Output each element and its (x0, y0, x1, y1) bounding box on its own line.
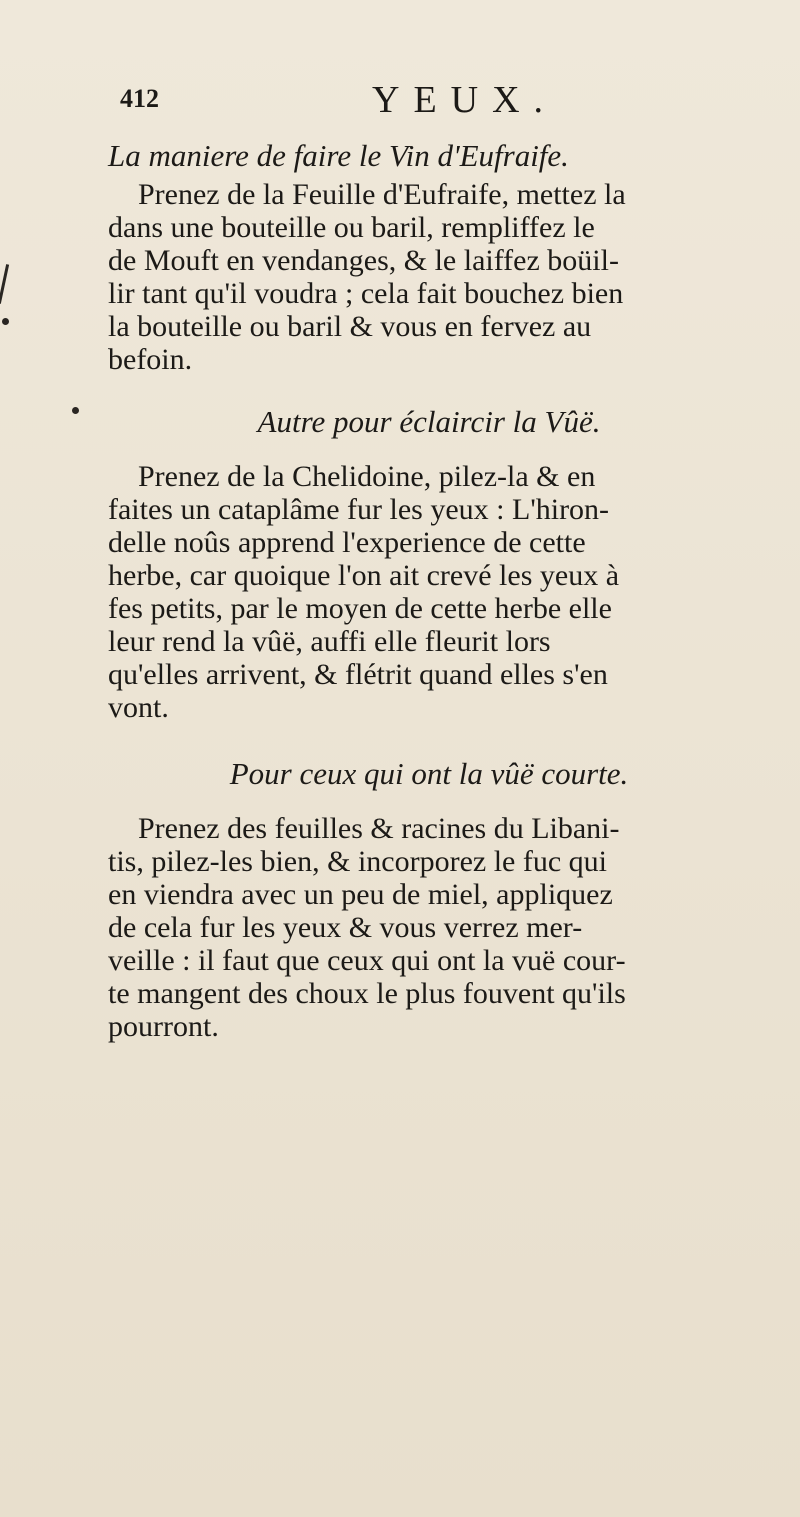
text-line: veille : il faut que ceux qui ont la vuë cour- (108, 944, 626, 977)
text-line: te mangent des choux le plus fouvent qu'ils (108, 977, 626, 1010)
text-line: dans une bouteille ou baril, rempliffez le (108, 211, 595, 244)
section-title: Autre pour éclaircir la Vûë. (257, 404, 601, 439)
text-line: befoin. (108, 343, 193, 376)
text-line: delle noûs apprend l'experience de cette (108, 526, 586, 559)
margin-dot (2, 318, 9, 325)
section-paragraph (108, 460, 750, 724)
recipe-section (108, 402, 750, 724)
text-line: vont. (108, 691, 169, 724)
text-line: lir tant qu'il voudra ; cela fait bouchez bien (108, 277, 624, 310)
text-line: leur rend la vûë, auffi elle fleurit lors (108, 625, 551, 658)
section-title: La maniere de faire le Vin d'Eufraife. (108, 138, 569, 173)
page-number: 412 (120, 84, 159, 113)
text-line: Prenez de la Feuille d'Eufraife, mettez la (138, 178, 626, 211)
section-paragraph (108, 812, 750, 1043)
text-line: faites un cataplâme fur les yeux : L'hiron- (108, 493, 610, 526)
recipe-section (108, 754, 750, 1043)
section-title: Pour ceux qui ont la vûë courte. (229, 756, 629, 791)
text-line: de cela fur les yeux & vous verrez mer- (108, 911, 583, 944)
text-line: Prenez de la Chelidoine, pilez-la & en (138, 460, 596, 493)
section-paragraph (108, 178, 750, 376)
text-line: en viendra avec un peu de miel, appliquez (108, 878, 613, 911)
text-line: tis, pilez-les bien, & incorporez le fuc qui (108, 845, 607, 878)
running-head: YEUX. (372, 79, 558, 121)
page-header (112, 78, 732, 121)
recipe-section (108, 136, 750, 376)
text-line: pourront. (108, 1010, 219, 1043)
margin-dot (72, 407, 79, 414)
text-line: herbe, car quoique l'on ait crevé les yeux à (108, 559, 620, 592)
text-line: Prenez des feuilles & racines du Libani- (138, 812, 620, 845)
text-line: de Mouft en vendanges, & le laiffez boüil- (108, 244, 619, 277)
text-line: fes petits, par le moyen de cette herbe elle (108, 592, 612, 625)
page-content (108, 136, 750, 1043)
text-line: qu'elles arrivent, & flétrit quand elles s'en (108, 658, 608, 691)
text-line: la bouteille ou baril & vous en fervez au (108, 310, 592, 343)
margin-mark (0, 264, 9, 304)
